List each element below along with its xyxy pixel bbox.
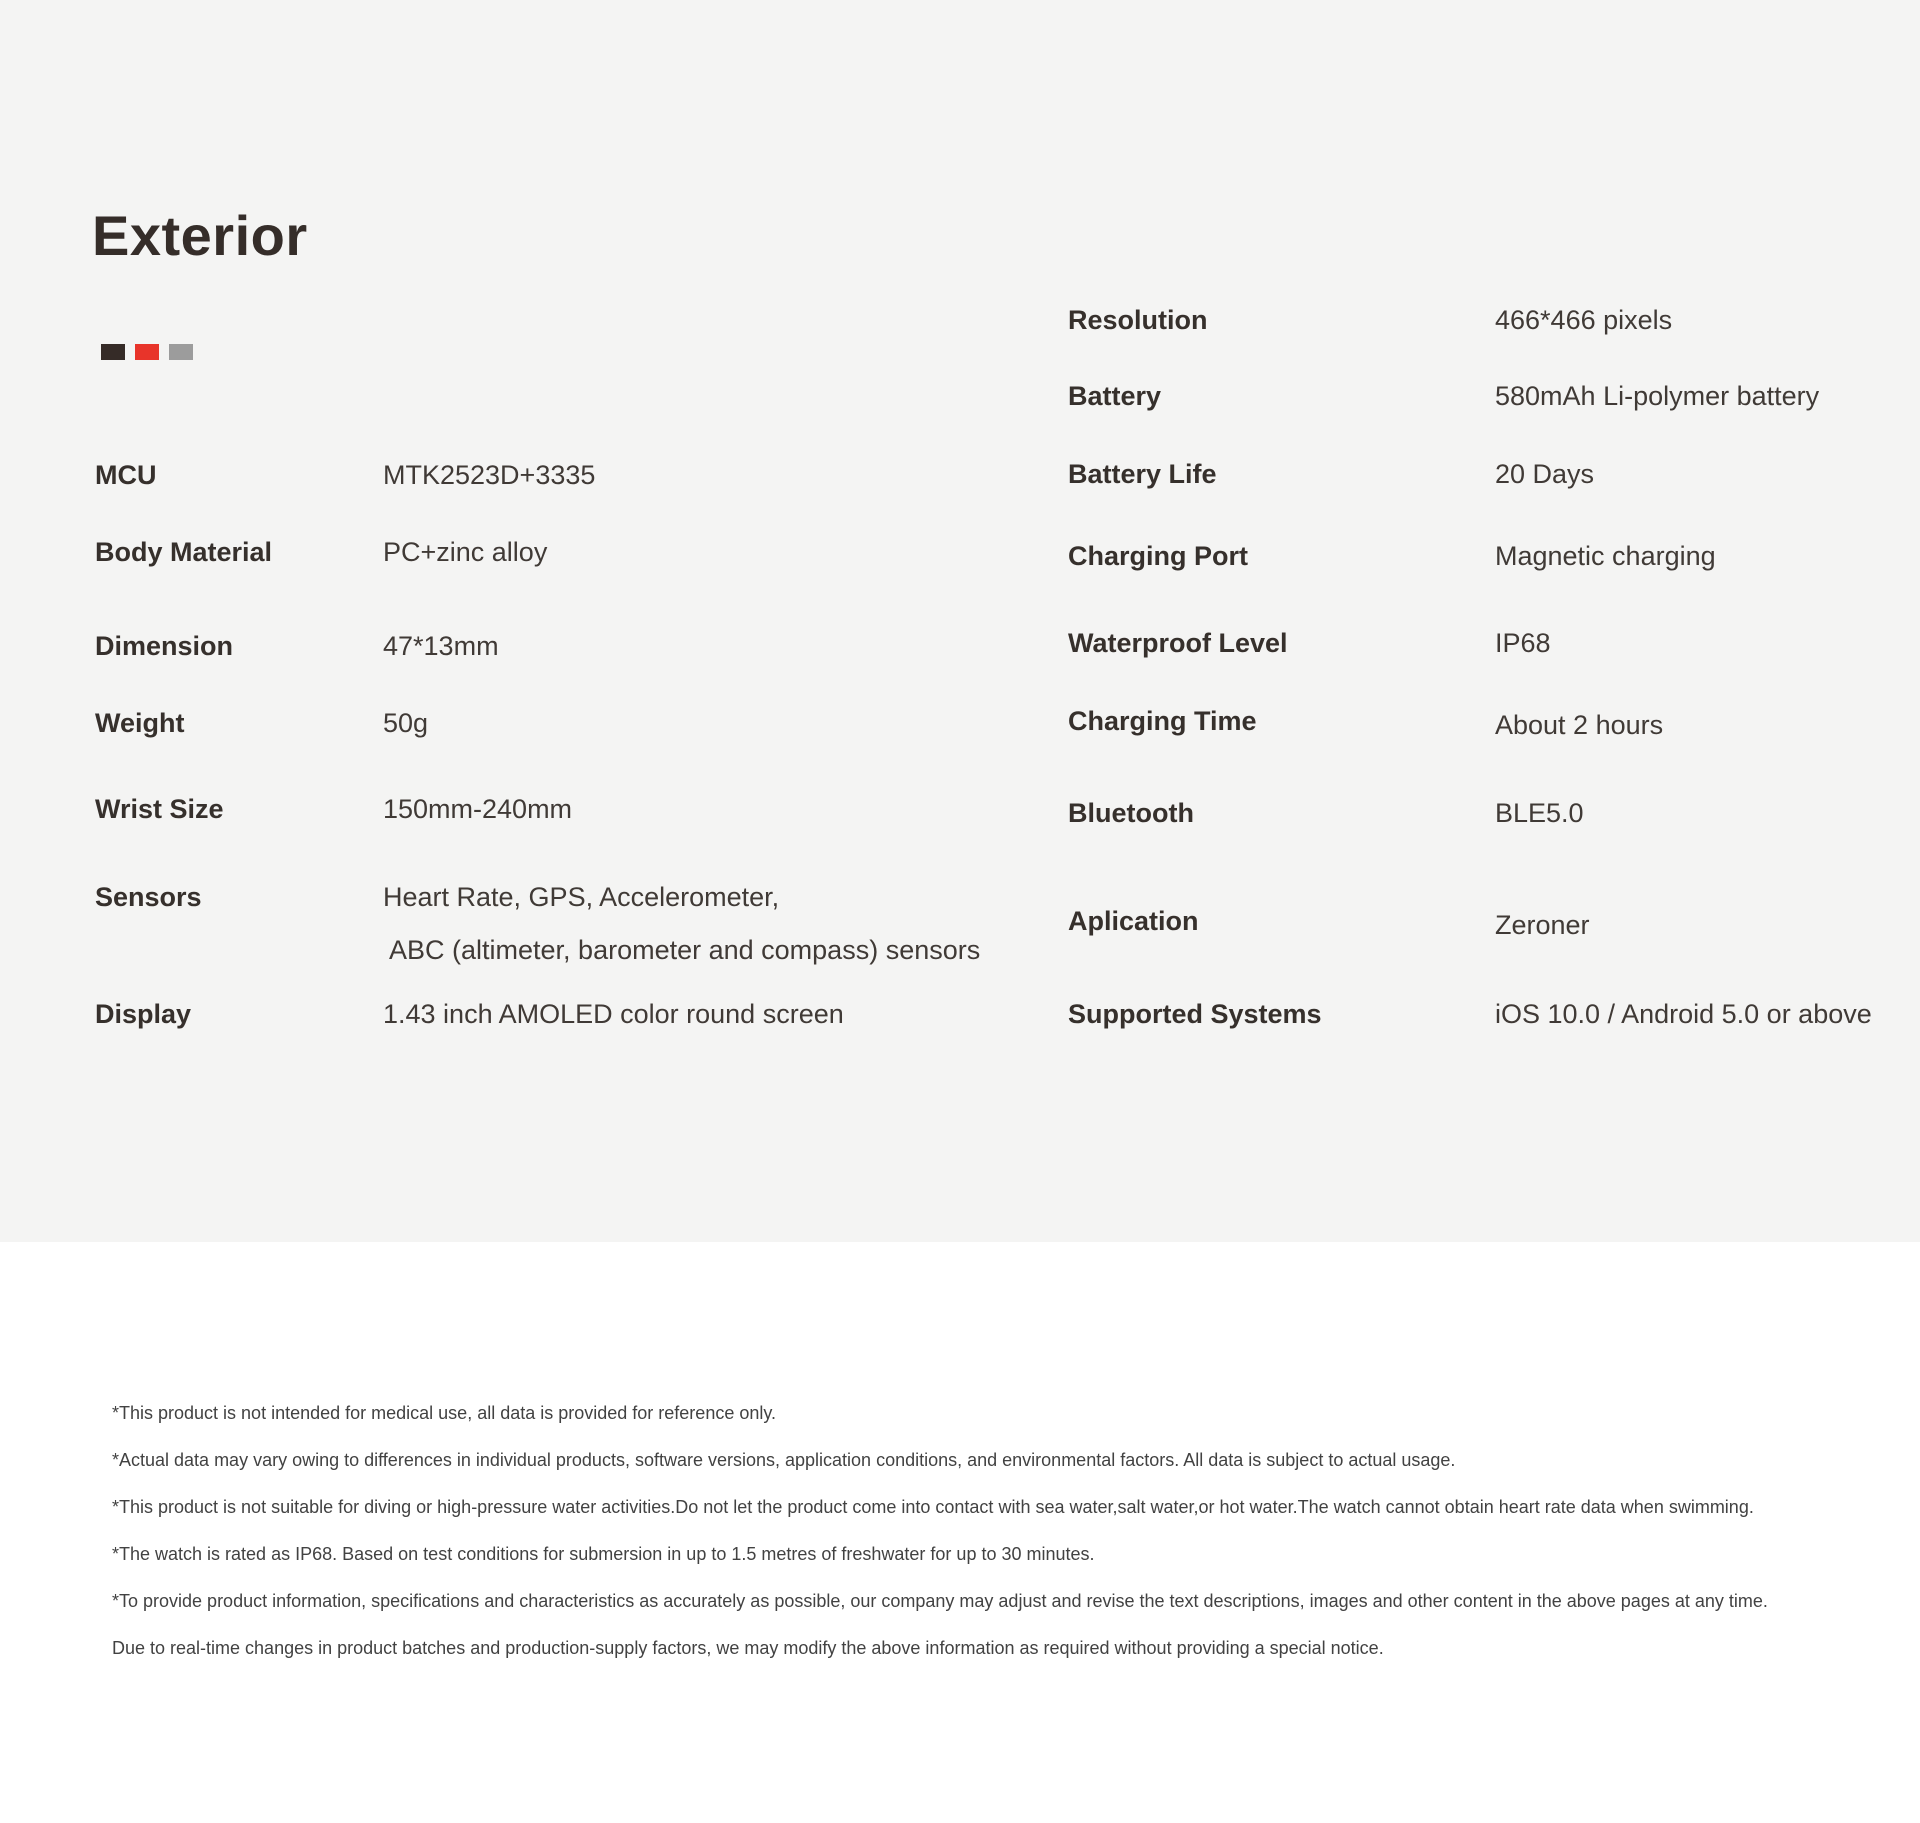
spec-row-battery-life (1068, 457, 1898, 491)
spec-value: BLE5.0 (1495, 798, 1584, 828)
gray-square (169, 344, 193, 360)
spec-label: Bluetooth (1068, 798, 1194, 828)
spec-row-charging-time (1068, 704, 1898, 742)
spec-value: About 2 hours (1495, 710, 1664, 740)
spec-row-charging-port (1068, 539, 1898, 573)
spec-label: Aplication (1068, 906, 1199, 936)
disclaimer-line: Due to real-time changes in product batches and production-supply factors, we may modify the above information as required without providing a special notice. (112, 1638, 1384, 1658)
spec-value: 150mm-240mm (383, 794, 573, 824)
spec-row-weight (95, 706, 1055, 740)
spec-label: Display (95, 999, 192, 1029)
spec-label: Weight (95, 708, 185, 738)
spec-label: Battery (1068, 381, 1162, 411)
spec-value-line2: ABC (altimeter, barometer and compass) sensors (389, 935, 981, 965)
spec-row-body-material (95, 535, 1055, 569)
spec-label: Resolution (1068, 305, 1208, 335)
disclaimer-line: *This product is not intended for medical use, all data is provided for reference only. (112, 1403, 777, 1423)
disclaimer-section (112, 1402, 1812, 1684)
spec-label: Charging Port (1068, 541, 1248, 571)
spec-row-sensors (95, 880, 1055, 967)
spec-value: PC+zinc alloy (383, 537, 548, 567)
spec-value: 466*466 pixels (1495, 305, 1673, 335)
spec-row-wrist-size (95, 792, 1055, 826)
disclaimer-line: *This product is not suitable for diving or high-pressure water activities.Do not let the product come into contact with sea water,salt water,or hot water.The watch cannot obtain heart rate data when swimming. (112, 1497, 1754, 1517)
spec-label: Waterproof Level (1068, 628, 1288, 658)
spec-value-line1: Heart Rate, GPS, Accelerometer, (383, 882, 780, 912)
spec-value: Magnetic charging (1495, 541, 1716, 571)
spec-value: Zeroner (1495, 910, 1590, 940)
spec-value: iOS 10.0 / Android 5.0 or above (1495, 999, 1872, 1029)
spec-value: 1.43 inch AMOLED color round screen (383, 999, 844, 1029)
page-title: Exterior (92, 204, 308, 267)
disclaimer-line: *To provide product information, specifications and characteristics as accurately as possible, our company may adjust and revise the text descriptions, images and other content in the above pages at any time. (112, 1591, 1768, 1611)
spec-row-aplication (1068, 904, 1898, 942)
spec-row-resolution (1068, 303, 1898, 337)
spec-value: 50g (383, 708, 429, 738)
spec-row-mcu (95, 458, 1055, 492)
spec-label: Supported Systems (1068, 999, 1322, 1029)
spec-row-waterproof-level (1068, 626, 1898, 660)
disclaimer-line: *The watch is rated as IP68. Based on test conditions for submersion in up to 1.5 metres of freshwater for up to 30 minutes. (112, 1544, 1095, 1564)
spec-label: MCU (95, 460, 157, 490)
spec-value: MTK2523D+3335 (383, 460, 596, 490)
red-square (135, 344, 159, 360)
spec-row-supported-systems (1068, 997, 1898, 1031)
spec-row-bluetooth (1068, 796, 1898, 830)
spec-label: Dimension (95, 631, 234, 661)
spec-value: 47*13mm (383, 631, 499, 661)
spec-label: Battery Life (1068, 459, 1217, 489)
disclaimer-line: *Actual data may vary owing to differences in individual products, software versions, application conditions, and environmental factors. All data is subject to actual usage. (112, 1450, 1456, 1470)
spec-row-display (95, 997, 1055, 1031)
spec-label: Body Material (95, 537, 273, 567)
dark-square (101, 344, 125, 360)
color-legend (101, 344, 193, 360)
spec-label: Wrist Size (95, 794, 224, 824)
spec-label: Charging Time (1068, 706, 1257, 736)
spec-value: IP68 (1495, 628, 1551, 658)
spec-row-battery (1068, 379, 1898, 413)
spec-label: Sensors (95, 882, 202, 912)
spec-row-dimension (95, 629, 1055, 663)
spec-value (383, 880, 980, 967)
spec-value: 580mAh Li-polymer battery (1495, 381, 1820, 411)
spec-value: 20 Days (1495, 459, 1595, 489)
